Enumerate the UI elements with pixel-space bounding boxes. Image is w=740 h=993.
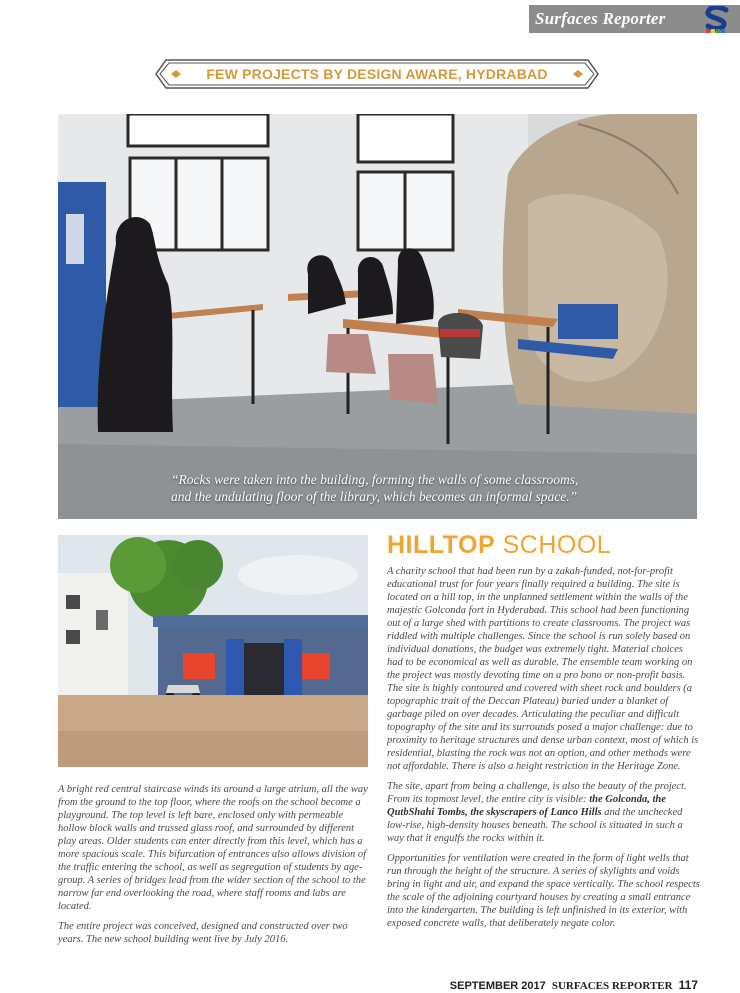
title-bold: HILLTOP xyxy=(387,531,496,559)
sr-logo-icon xyxy=(704,6,730,33)
school-exterior-photo xyxy=(58,535,368,767)
photo-caption-quote: “Rocks were taken into the building, forming the walls of some classrooms, and the undulating floor of the library, which becomes an informal space.” xyxy=(171,472,579,504)
section-banner xyxy=(154,58,600,90)
paragraph: Opportunities for ventilation were created in the form of light wells that run through the height of the structure. A series of skylights and voids bring in light and air, and expand the space vertically. The school respects the scale of the adjoining courtyard houses by creating a small entrance into the kindergarten. The building is left unfinished in its exterior, with exposed concrete walls, that deliberately negate color. xyxy=(387,853,700,929)
banner-title: FEW PROJECTS BY DESIGN AWARE, HYDRABAD xyxy=(206,66,548,82)
article-right-column xyxy=(387,565,700,937)
paragraph-part: The site, apart from being a challenge, is also the beauty of the project. From its topmost level, the entire city is visible: xyxy=(387,781,687,805)
brand-name: Surfaces Reporter xyxy=(535,9,666,28)
paragraph xyxy=(387,780,700,845)
paragraph-part: and the unchecked low-rise, high-density houses beneath. The school is situated in such a way that it engulfs the rocks within it. xyxy=(387,807,683,844)
issue-date: SEPTEMBER 2017 xyxy=(449,980,546,992)
page-number: 117 xyxy=(678,978,698,992)
paragraph: A charity school that had been run by a zakah-funded, not-for-profit educational trust for four years finally required a building. The site is located on a hill top, in the unplanned settlement within the walls of the majestic Golconda fort in Hyderabad. This school had been functioning out of a large shed with partitions to create classrooms. The project was riddled with multiple challenges. Since the school is run solely based on individual donations, the budget was extremely tight. Material choices had to be economical as well as durable. The ensemble team working on the project was mostly devoting time on a pro bono or non-profit basis. The site is highly contoured and covered with sheet rock and boulders (a topographic trait of the Deccan Plateau) buried under a blanket of garbage piled on over decades. Articulating the peculiar and difficult topography of the site and its surrounds posed a major challenge: due to proximity to heritage structures and dense urban context, most of which is residential, blasting the rock was not an option, and other methods were not affordable. There is also a height restriction in the Heritage Zone. xyxy=(387,566,699,772)
page-footer xyxy=(450,978,698,992)
article-left-column xyxy=(58,783,368,953)
title-light: SCHOOL xyxy=(502,531,612,559)
paragraph: The entire project was conceived, designed and constructed over two years. The new school building went live by July 2016. xyxy=(58,921,348,945)
article-title xyxy=(387,531,611,559)
paragraph: A bright red central staircase winds its around a large atrium, all the way from the ground to the top floor, where the roofs on the school become a playground. The top level is left bare, enclosed only with permeable hollow block walls and trussed glass roof, and surrounded by different play areas. Older students can enter directly from this level, which has a more spacious scale. This bifurcation of entrances also allows division of the traffic entering the school, as well as segregation of students by age-group. A series of bridges lead from the wider section of the school to the narrow far end overlooking the road, where staff rooms and labs are located. xyxy=(58,784,368,912)
paragraph-emphasis: the Golconda, the QutbShahi Tombs, the skyscrapers of Lanco Hills xyxy=(387,794,666,818)
magazine-name: SURFACES REPORTER xyxy=(551,980,673,992)
classroom-photo xyxy=(58,114,697,519)
brand-header xyxy=(529,5,740,33)
